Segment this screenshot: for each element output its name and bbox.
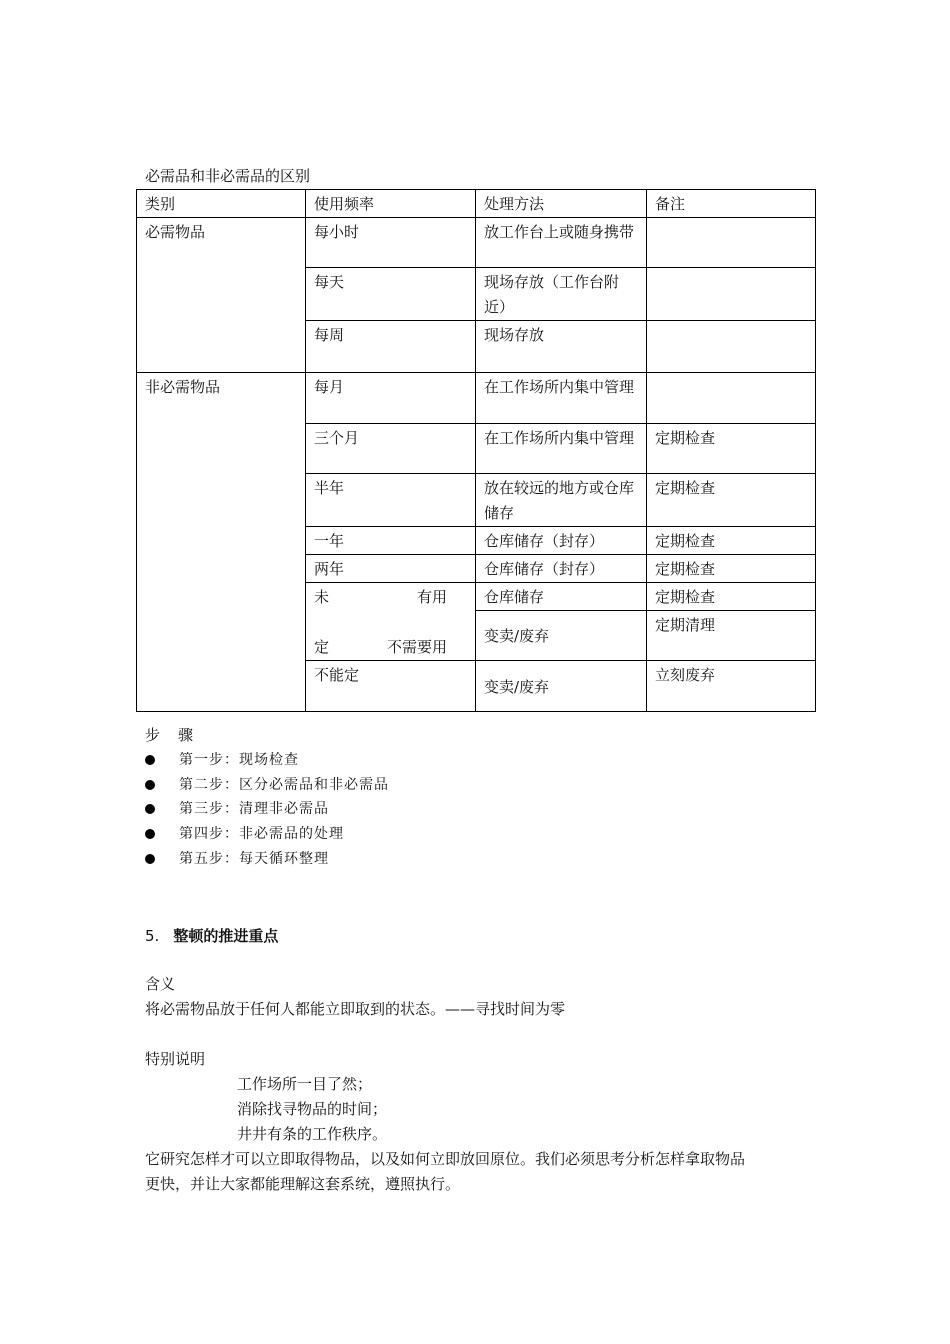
header-category: 类别 xyxy=(137,190,306,218)
list-item: 第四步：非必需品的处理 xyxy=(145,822,389,847)
method-cell: 变卖/废弃 xyxy=(476,661,647,712)
note-cell: 定期检查 xyxy=(647,424,816,474)
meaning-label: 含义 xyxy=(145,975,176,993)
freq-cell: 每月 xyxy=(306,373,476,424)
section-title: 整顿的推进重点 xyxy=(173,927,279,945)
freq-cell: 三个月 xyxy=(306,424,476,474)
freq-cell: 不能定 xyxy=(306,661,476,712)
note-cell: 立刻废弃 xyxy=(647,661,816,712)
special-item: 消除找寻物品的时间； xyxy=(237,1100,388,1118)
header-frequency: 使用频率 xyxy=(306,190,476,218)
method-cell: 在工作场所内集中管理 xyxy=(476,424,647,474)
header-method: 处理方法 xyxy=(476,190,647,218)
method-cell: 仓库储存 xyxy=(476,583,647,611)
section-heading xyxy=(145,925,278,947)
list-item: 第三步：清理非必需品 xyxy=(145,797,389,822)
steps-title: 步 骤 xyxy=(145,726,194,744)
method-cell: 在工作场所内集中管理 xyxy=(476,373,647,424)
note-cell: 定期检查 xyxy=(647,474,816,527)
freq-cell: 两年 xyxy=(306,555,476,583)
bullet-icon xyxy=(145,854,155,864)
table-row xyxy=(137,373,816,424)
freq-undetermined-bottom-left: 定 xyxy=(314,638,330,656)
method-cell: 变卖/废弃 xyxy=(476,611,647,661)
note-cell xyxy=(647,373,816,424)
meaning-text: 将必需物品放于任何人都能立即取到的状态。——寻找时间为零 xyxy=(145,1000,566,1018)
closing-paragraph-line2: 更快，并让大家都能理解这套系统，遵照执行。 xyxy=(145,1175,461,1193)
note-cell xyxy=(647,321,816,373)
special-item: 井井有条的工作秩序。 xyxy=(237,1125,388,1143)
method-cell: 放工作台上或随身携带 xyxy=(476,218,647,268)
note-cell xyxy=(647,268,816,321)
freq-cell: 每天 xyxy=(306,268,476,321)
special-item: 工作场所一目了然； xyxy=(237,1075,373,1093)
note-cell xyxy=(647,218,816,268)
list-item: 第一步：现场检查 xyxy=(145,748,389,773)
bullet-icon xyxy=(145,780,155,790)
item-classification-table xyxy=(136,189,816,712)
table-header-row xyxy=(137,190,816,218)
freq-cell: 每小时 xyxy=(306,218,476,268)
method-cell: 现场存放 xyxy=(476,321,647,373)
note-cell: 定期清理 xyxy=(647,611,816,661)
bullet-icon xyxy=(145,804,155,814)
note-cell: 定期检查 xyxy=(647,527,816,555)
freq-cell: 一年 xyxy=(306,527,476,555)
freq-undetermined xyxy=(306,583,476,661)
special-label: 特别说明 xyxy=(145,1050,206,1068)
section-number: 5. xyxy=(145,927,160,945)
list-item: 第二步：区分必需品和非必需品 xyxy=(145,773,389,798)
method-cell: 仓库储存（封存） xyxy=(476,555,647,583)
method-cell: 放在较远的地方或仓库储存 xyxy=(476,474,647,527)
freq-undetermined-bottom-right: 不需要用 xyxy=(386,638,447,656)
table-caption: 必需品和非必需品的区别 xyxy=(145,167,311,185)
bullet-icon xyxy=(145,755,155,765)
freq-undetermined-top-right: 有用 xyxy=(416,588,447,606)
steps-list xyxy=(145,748,389,871)
category-unnecessary: 非必需物品 xyxy=(137,373,306,712)
table-row xyxy=(137,218,816,268)
note-cell: 定期检查 xyxy=(647,583,816,611)
list-item: 第五步：每天循环整理 xyxy=(145,846,389,871)
note-cell: 定期检查 xyxy=(647,555,816,583)
freq-undetermined-top-left: 未 xyxy=(314,588,330,606)
method-cell: 仓库储存（封存） xyxy=(476,527,647,555)
category-necessary: 必需物品 xyxy=(137,218,306,373)
bullet-icon xyxy=(145,829,155,839)
freq-cell: 每周 xyxy=(306,321,476,373)
freq-cell: 半年 xyxy=(306,474,476,527)
header-note: 备注 xyxy=(647,190,816,218)
method-cell: 现场存放（工作台附近） xyxy=(476,268,647,321)
closing-paragraph-line1: 它研究怎样才可以立即取得物品，以及如何立即放回原位。我们必须思考分析怎样拿取物品 xyxy=(145,1150,746,1168)
